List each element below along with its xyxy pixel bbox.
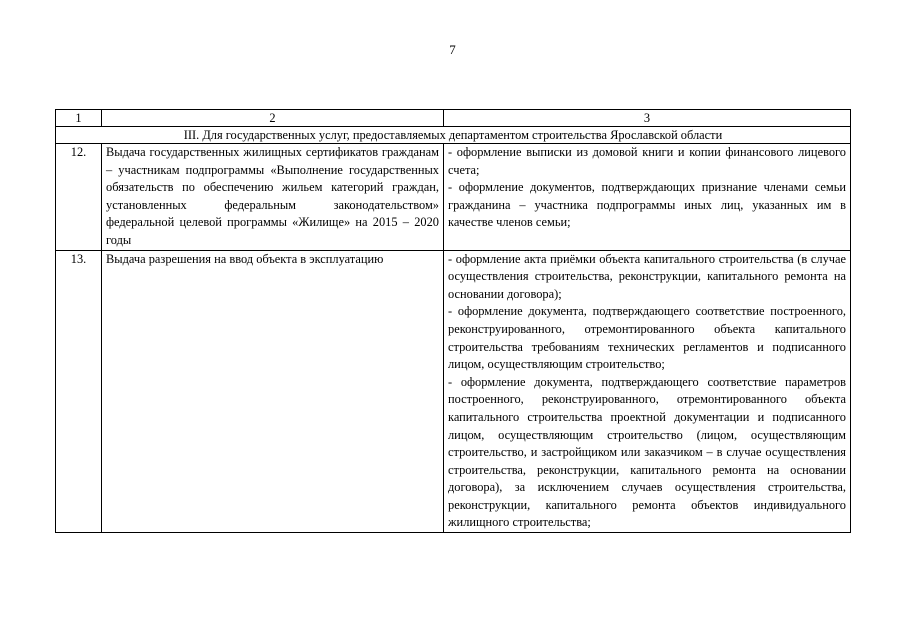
document-item: - оформление выписки из домовой книги и копии финансового лицевого счета; bbox=[448, 145, 846, 177]
document-item: - оформление акта приёмки объекта капитального строительства (в случае осуществления строительства, реконструкции, капитального ремонта на основании договора); bbox=[448, 251, 846, 301]
section-row bbox=[56, 127, 851, 144]
services-table bbox=[55, 109, 851, 533]
table-row bbox=[56, 144, 851, 251]
required-documents bbox=[444, 144, 851, 251]
required-documents bbox=[444, 250, 851, 533]
table-header-row bbox=[56, 110, 851, 127]
row-number: 12. bbox=[56, 144, 102, 251]
document-item: - оформление документов, подтверждающих признание членами семьи гражданина – участника подпрограммы иных лиц, указанных им в качестве членов семьи; bbox=[448, 180, 846, 230]
service-name: Выдача разрешения на ввод объекта в эксплуатацию bbox=[102, 250, 444, 533]
section-title: III. Для государственных услуг, предоставляемых департаментом строительства Ярославской области bbox=[56, 127, 851, 144]
document-item: - оформление документа, подтверждающего соответствие построенного, реконструированного, отремонтированного объекта капитального строительства требованиям технических регламентов и подписанного лицом, осуществляющим строительство; bbox=[448, 304, 846, 372]
column-header-3: 3 bbox=[444, 110, 851, 127]
column-header-1: 1 bbox=[56, 110, 102, 127]
row-number: 13. bbox=[56, 250, 102, 533]
service-name: Выдача государственных жилищных сертификатов гражданам – участникам подпрограммы «Выполнение государственных обязательств по обеспечению жильем категорий граждан, установленных федеральным законодательством» федеральной целевой программы «Жилище» на 2015 – 2020 годы bbox=[102, 144, 444, 251]
page-number: 7 bbox=[449, 42, 456, 57]
column-header-2: 2 bbox=[102, 110, 444, 127]
document-item: - оформление документа, подтверждающего соответствие параметров построенного, реконструированного, отремонтированного объекта капитального строительства проектной документации и подписанного лицом, осуществляющим строительство (лицом, осуществляющим строительство, и застройщиком или заказчиком – в случае осуществления строительства, реконструкции, капитального ремонта на основании договора), за исключением случаев осуществления строительства, реконструкции, капитального ремонта объектов индивидуального жилищного строительства; bbox=[448, 374, 846, 530]
table-row bbox=[56, 250, 851, 533]
